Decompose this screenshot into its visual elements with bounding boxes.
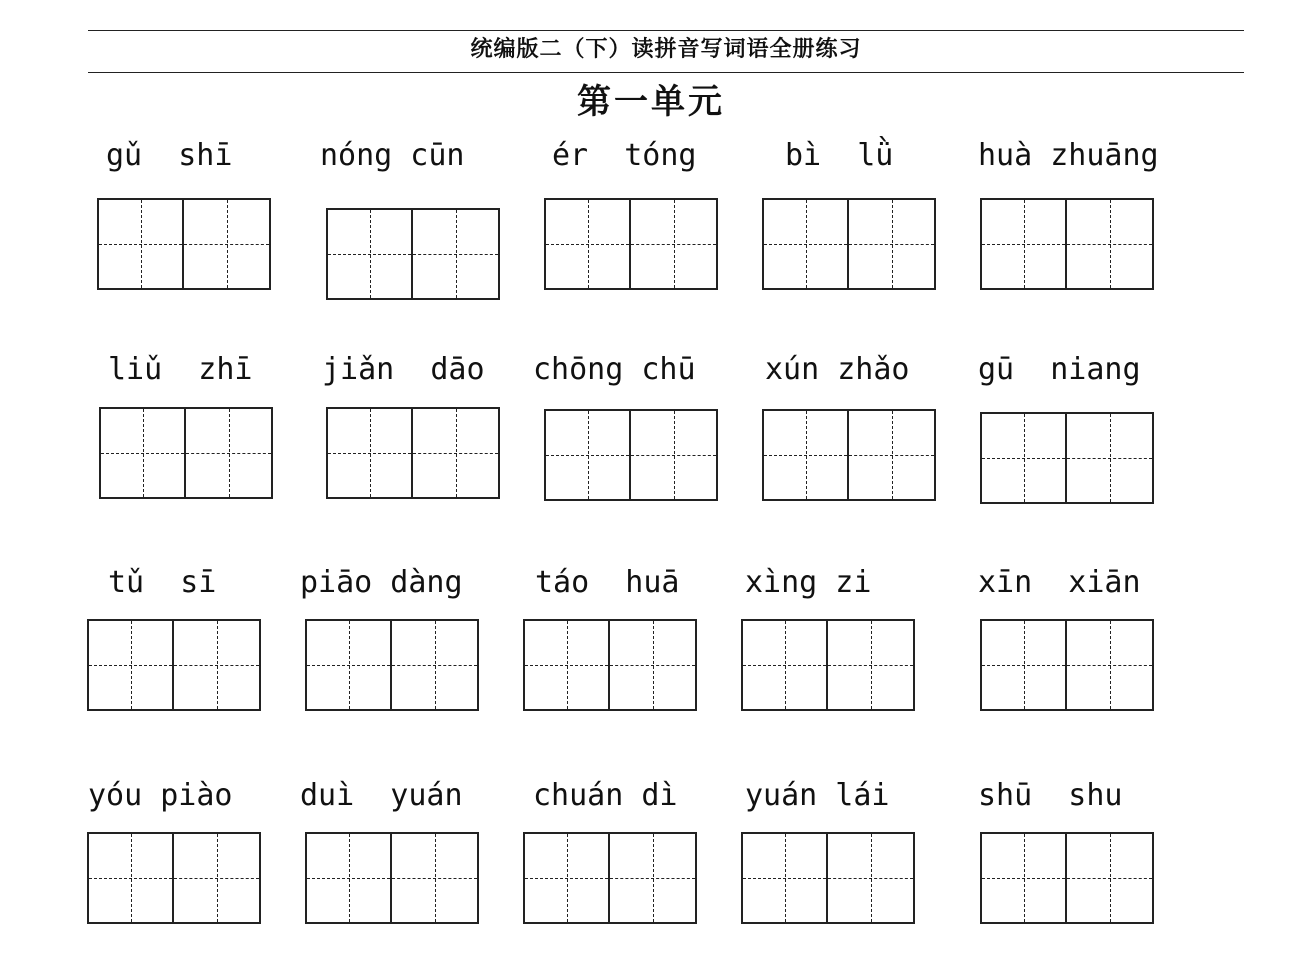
pinyin-label: táo huā — [535, 565, 680, 600]
pinyin-label: jiǎn dāo — [322, 352, 485, 387]
pinyin-label: xìng zi — [745, 565, 872, 600]
writing-grid[interactable] — [523, 619, 697, 711]
pinyin-label: duì yuán — [300, 778, 463, 813]
writing-grid[interactable] — [87, 832, 261, 924]
pinyin-label: shū shu — [978, 778, 1123, 813]
pinyin-label: xún zhǎo — [765, 352, 910, 387]
pinyin-label: chuán dì — [533, 778, 678, 813]
writing-grid[interactable] — [980, 198, 1154, 290]
writing-grid[interactable] — [762, 198, 936, 290]
pinyin-label: tǔ sī — [108, 565, 217, 600]
unit-title: 第一单元 — [577, 82, 725, 122]
writing-grid[interactable] — [741, 619, 915, 711]
writing-grid[interactable] — [980, 832, 1154, 924]
writing-grid[interactable] — [544, 198, 718, 290]
pinyin-label: liǔ zhī — [108, 352, 253, 387]
pinyin-label: xīn xiān — [978, 565, 1141, 600]
writing-grid[interactable] — [544, 409, 718, 501]
writing-grid[interactable] — [741, 832, 915, 924]
pinyin-label: chōng chū — [533, 352, 696, 387]
writing-grid[interactable] — [305, 619, 479, 711]
writing-grid[interactable] — [980, 412, 1154, 504]
pinyin-label: gū niang — [978, 352, 1141, 387]
writing-grid[interactable] — [99, 407, 273, 499]
pinyin-label: huà zhuāng — [978, 138, 1159, 173]
writing-grid[interactable] — [980, 619, 1154, 711]
worksheet-title: 统编版二（下）读拼音写词语全册练习 — [470, 37, 862, 62]
pinyin-label: nóng cūn — [320, 138, 465, 173]
writing-grid[interactable] — [762, 409, 936, 501]
pinyin-label: piāo dàng — [300, 565, 463, 600]
header-bottom-rule — [88, 72, 1244, 73]
writing-grid[interactable] — [87, 619, 261, 711]
pinyin-label: gǔ shī — [106, 138, 233, 173]
top-rule — [88, 30, 1244, 31]
pinyin-label: ér tóng — [552, 138, 697, 173]
pinyin-label: yóu piào — [88, 778, 233, 813]
pinyin-label: bì lǜ — [785, 138, 894, 173]
writing-grid[interactable] — [97, 198, 271, 290]
writing-grid[interactable] — [326, 407, 500, 499]
writing-grid[interactable] — [523, 832, 697, 924]
writing-grid[interactable] — [326, 208, 500, 300]
pinyin-label: yuán lái — [745, 778, 890, 813]
writing-grid[interactable] — [305, 832, 479, 924]
